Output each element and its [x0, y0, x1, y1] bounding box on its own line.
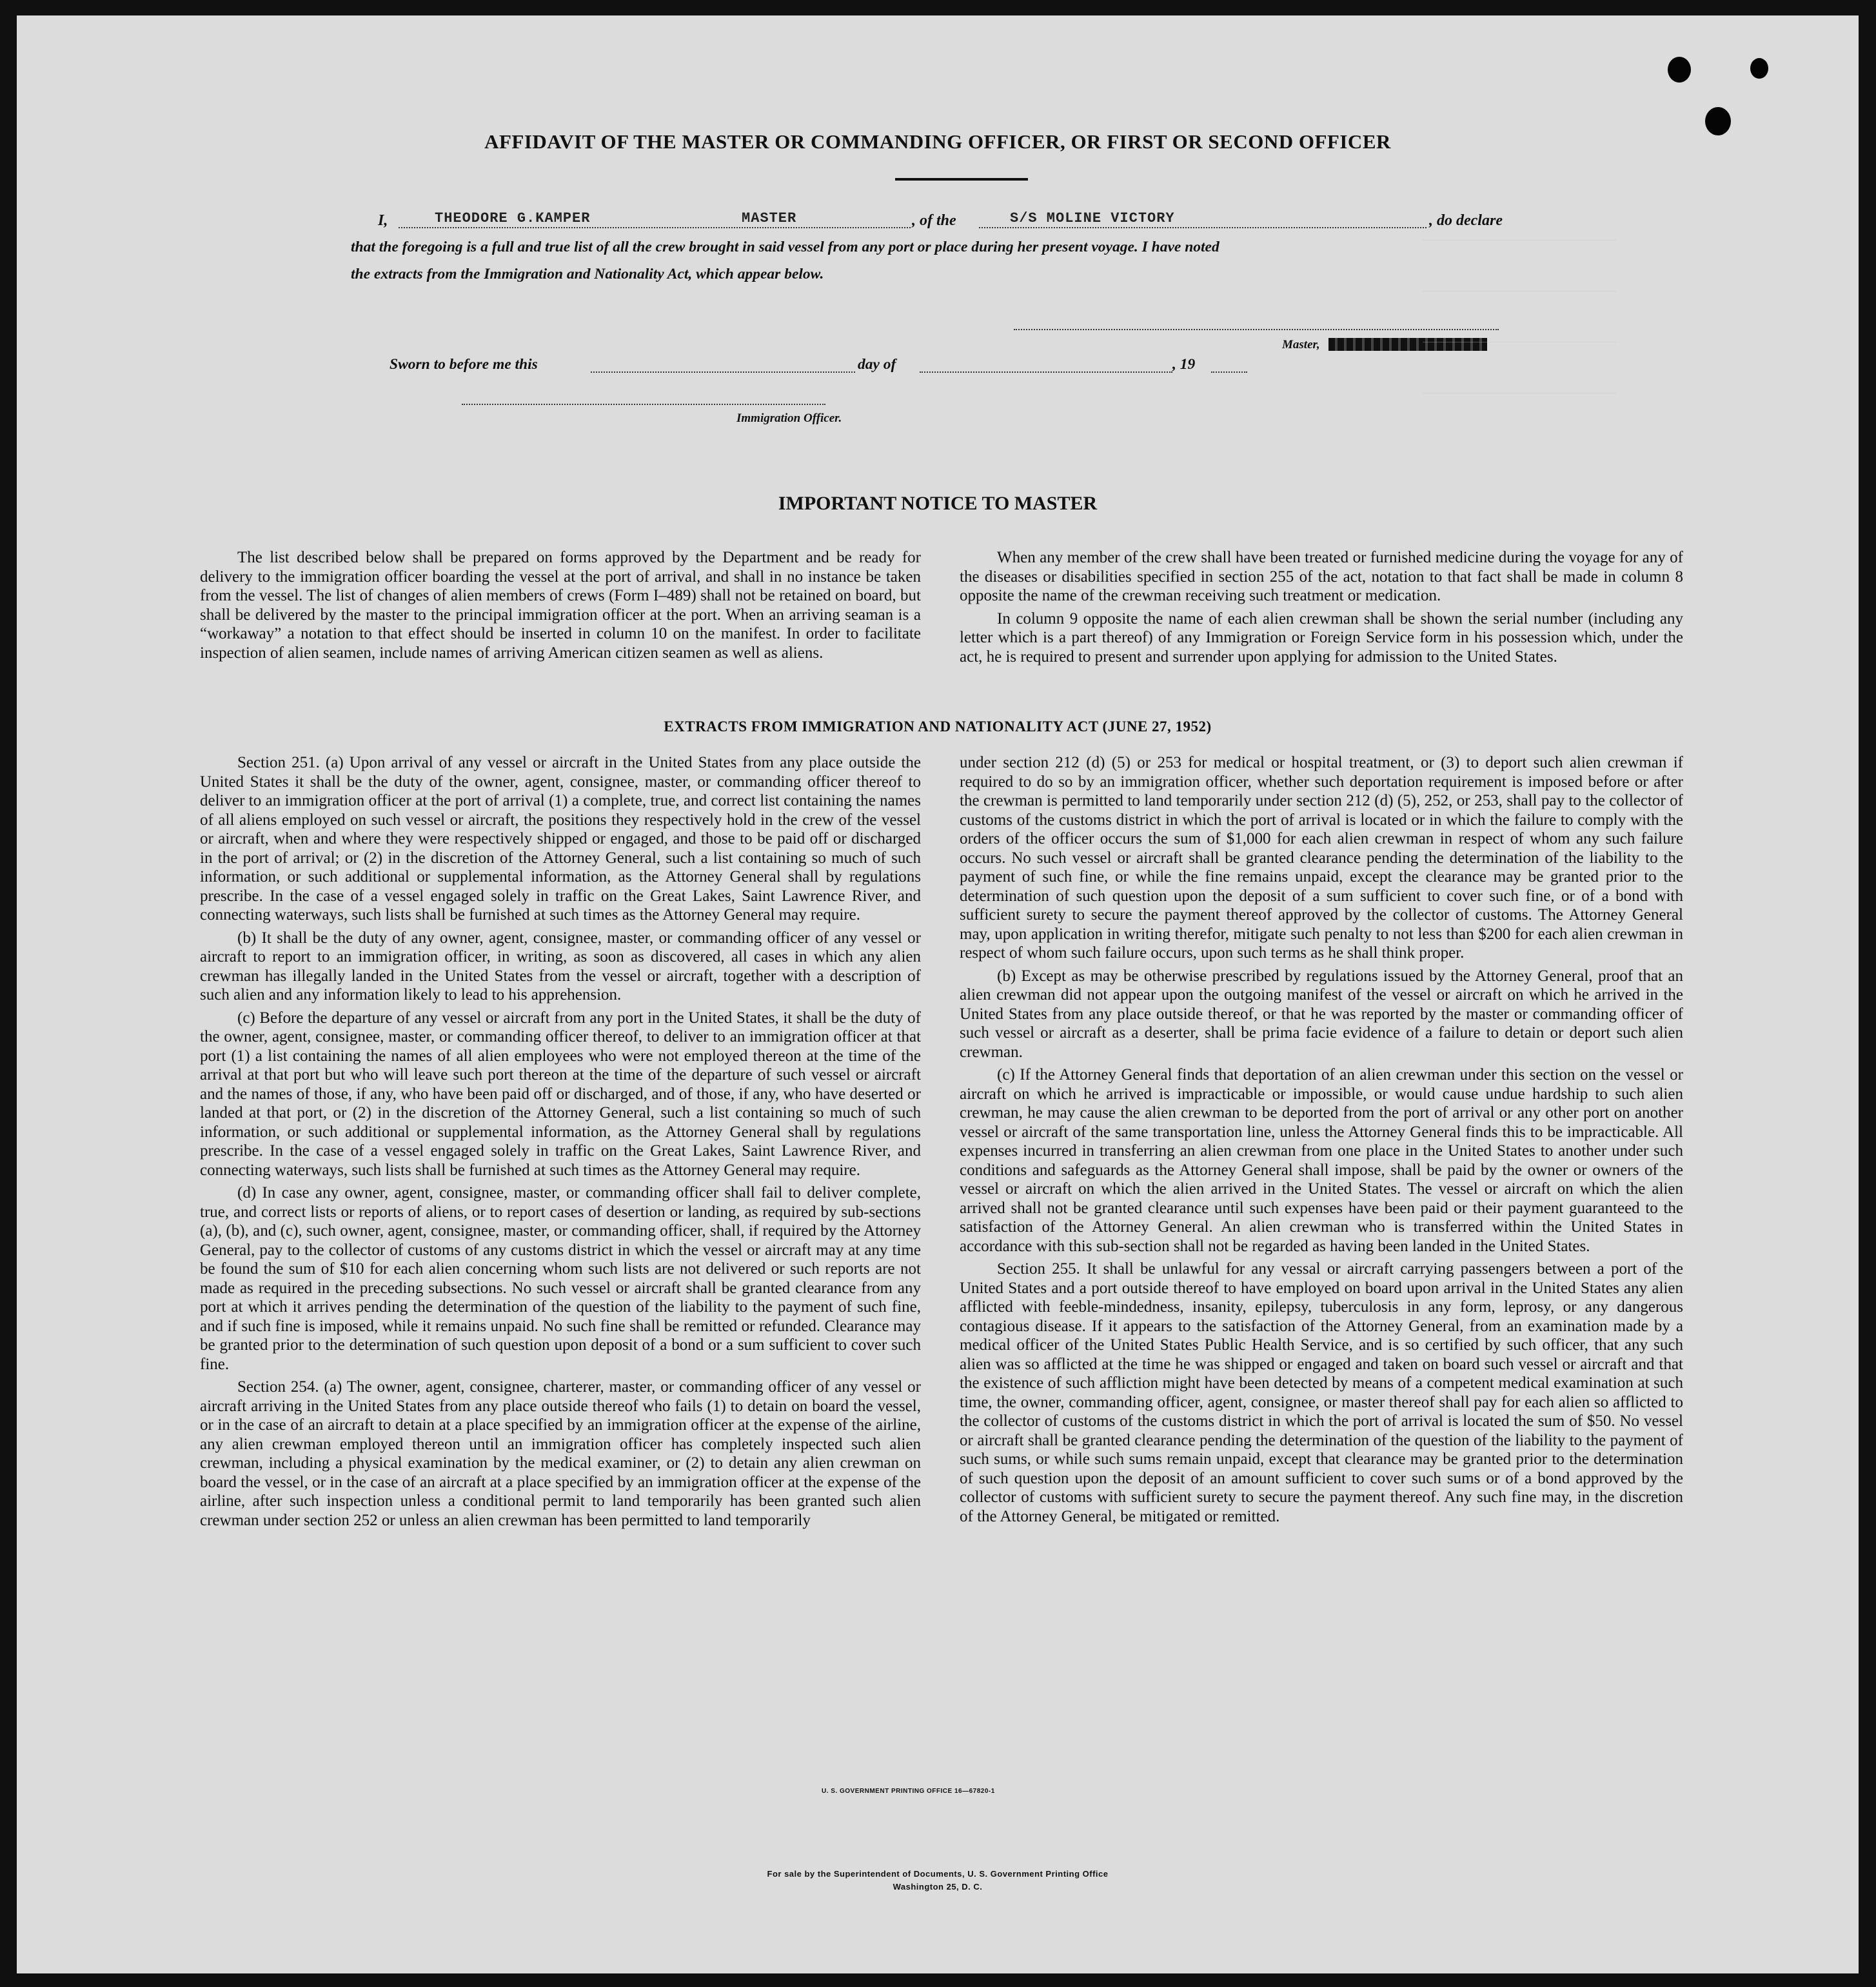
statement-line-1: that the foregoing is a full and true list of all the crew brought in said vessel from any port or place during her present voyage. I have noted — [351, 239, 1219, 255]
gpo-imprint: U. S. GOVERNMENT PRINTING OFFICE 16—67820-1 — [822, 1788, 995, 1795]
extract-paragraph: Section 251. (a) Upon arrival of any vessel or aircraft in the United States from any place outside the United States it shall be the duty of the owner, agent, consignee, master, or commanding officer thereof to deliver to an immigration officer at the port of arrival (1) a complete, true, and correct list containing the names of all aliens employed on such vessel or aircraft, the positions they respectively hold in the crew of the vessel or aircraft, when and where they were respectively shipped or engaged, and those to be paid off or discharged in the port of arrival; or (2) in the discretion of the Attorney General, such a list containing so much of such information, or such additional or supplemental information, as the Attorney General shall by regulations prescribe. In the case of a vessel engaged solely in traffic on the Great Lakes, Saint Lawrence River, and connecting waterways, such lists shall be furnished at such times as the Attorney General may require. — [200, 754, 921, 924]
extract-paragraph: under section 212 (d) (5) or 253 for medical or hospital treatment, or (3) to deport such alien crewman if required to do so by an immigration officer, whether such deportation requirement is imposed before or after the crewman is permitted to land temporarily under section 212 (d) (5), 252, or 253, shall pay to the collector of customs of the customs district in which the port of arrival is located or in which the failure to comply with the orders of the officer occurs the sum of $1,000 for each alien crewman in respect of whom any such failure occurs. No such vessel or aircraft shall be granted clearance pending the determination of the liability to the payment of such fine, or while the fine remains unpaid, except the clearance may be granted prior to the determination of such question upon the deposit of a sum sufficient to cover such fine, or of a bond with sufficient surety to secure the payment thereof approved by the collector of customs. The Attorney General may, upon application in writing therefor, mitigate such penalty to not less than $200 for each alien crewman in respect of whom such failure occurs, upon such terms as he shall think proper. — [960, 754, 1683, 962]
officer-signature-line — [462, 404, 825, 405]
notice-left-paragraph: The list described below shall be prepared on forms approved by the Department and be ready for delivery to the immigration officer boarding the vessel at the port of arrival, and shall in no instance be taken from the vessel. The list of changes of alien members of crews (Form I–489) shall not be retained on board, but shall be delivered by the master to the principal immigration officer at the port. When an arriving seaman is a “workaway” a notation to that effect should be inserted in column 10 on the manifest. In order to facilitate inspection of alien seamen, include names of arriving American citizen seamen as well as aliens. — [200, 549, 921, 662]
sworn-label: Sworn to before me this — [390, 356, 538, 373]
vessel-field-line — [979, 227, 1427, 228]
name-field: THEODORE G.KAMPER — [435, 210, 591, 226]
notice-right-paragraph-2: In column 9 opposite the name of each alien crewman shall be shown the serial number (including any letter which is a part thereof) of any Immigration or Foreign Service form in his possession which, under the act, he is required to present and surrender upon applying for admission to the United States. — [960, 609, 1683, 666]
name-field-line — [399, 227, 911, 228]
notice-title: IMPORTANT NOTICE TO MASTER — [778, 493, 1098, 514]
do-declare-label: , do declare — [1429, 212, 1503, 229]
extract-paragraph: (d) In case any owner, agent, consignee, master, or commanding officer shall fail to deliver complete, true, and correct lists or reports of aliens, or to report cases of desertion or landing, as required by sub-sections (a), (b), and (c), such owner, agent, consignee, master, or commanding officer, shall, if required by the Attorney General, pay to the collector of customs of any customs district in which the vessel or aircraft may at any time be found the sum of $10 for each alien concerning whom such lists are not delivered or such reports are not made as required in the preceding subsections. No such vessel or aircraft shall be granted clearance from any port at which it arrives pending the determination of the question of the liability to the payment of such fine, and if such fine is imposed, while it remains unpaid. No such fine shall be remitted or refunded. Clearance may be granted prior to the determination of such question upon deposit of a bond or a sum sufficient to cover such fine. — [200, 1184, 921, 1373]
notice-right-column — [960, 548, 1683, 670]
sale-line-2: Washington 25, D. C. — [893, 1882, 983, 1892]
document-sheet — [17, 15, 1859, 1973]
extract-paragraph: (b) Except as may be otherwise prescribed by regulations issued by the Attorney General, proof that an alien crewman did not appear upon the outgoing manifest of the vessel or aircraft on which he arrived in the United States from any place outside thereof, or that he was reported by the master or commanding officer of such vessel or aircraft as a deserter, shall be prima facie evidence of a failure to detain or deport such alien crewman. — [960, 967, 1683, 1061]
year-label: , 19 — [1172, 356, 1196, 373]
i-label: I, — [378, 212, 388, 229]
day-of-label: day of — [858, 356, 896, 373]
of-the-label: , of the — [912, 212, 956, 229]
extract-paragraph: (b) It shall be the duty of any owner, agent, consignee, master, or commanding officer of any vessel or aircraft to report to an immigration officer, in writing, as soon as discovered, all cases in which any alien crewman has illegally landed in the United States from the vessel or aircraft, together with a description of such alien and any information likely to lead to his apprehension. — [200, 929, 921, 1003]
extracts-left-column — [200, 753, 921, 1534]
master-label: Master, — [1282, 338, 1320, 351]
extract-paragraph: Section 255. It shall be unlawful for any vessal or aircraft carrying passengers between a port of the United States and a port outside thereof to have employed on board upon arrival in the United States any alien afflicted with feeble-mindedness, insanity, epilepsy, tuberculosis in any form, leprosy, or any dangerous contagious disease. If it appears to the satisfaction of the Attorney General, from an examination made by a medical officer of the United States Public Health Service, and is so certified by such officer, that any such alien was so afflicted at the time he was shipped or engaged and taken on board such vessel or aircraft and that the existence of such affliction might have been detected by means of a competent medical examination at such time, the owner, commanding officer, agent, consignee, or master thereof shall pay for each alien so afflicted to the collector of customs of the customs district in which the port of arrival is located the sum of $50. No vessel or aircraft shall be granted clearance pending the determination of the question of the liability to the payment of such sums, or while such sums remain unpaid, except that clearance may be granted prior to the determination of such question upon the deposit of an amount sufficient to cover such sums or of a bond approved by the collector of customs with sufficient surety to secure the payment thereof. Any such fine may, in the discretion of the Attorney General, be mitigated or remitted. — [960, 1260, 1683, 1525]
sworn-year-line — [1211, 371, 1247, 373]
extract-paragraph: (c) Before the departure of any vessel or aircraft from any port in the United States, it shall be the duty of the owner, agent, consignee, master, or commanding officer thereof, to deliver to an immigration officer at that port (1) a list containing the names of all alien employees who were not employed thereon at the time of the arrival at that port but who will leave such port thereon at the time of the departure of such vessel or aircraft and the names of those, if any, who have been paid off or discharged, and of those, if any, who have deserted or landed at that port, or (2) in the discretion of the Attorney General, such a list containing so much of such information, or such additional or supplemental information, as the Attorney General shall by regulations prescribe. In the case of a vessel engaged solely in traffic on the Great Lakes, Saint Lawrence River, and connecting waterways, such lists shall be furnished at such times as the Attorney General may require. — [200, 1009, 921, 1179]
vessel-field: S/S MOLINE VICTORY — [1010, 210, 1175, 226]
extract-paragraph: Section 254. (a) The owner, agent, consignee, charterer, master, or commanding officer of any vessel or aircraft arriving in the United States from any place outside thereof who fails (1) to detain on board the vessel, or in the case of an aircraft to detain at a place specified by an immigration officer at the expense of the airline, any alien crewman employed thereon until an immigration officer has completely inspected such alien crewman, including a physical examination by the medical examiner, or (2) to detain any alien crewman on board the vessel, or in the case of an aircraft at a place specified by an immigration officer at the expense of the airline, after such inspection unless a conditional permit to land temporarily has been granted such alien crewman under section 252 or unless an alien crewman has been permitted to land temporarily — [200, 1378, 921, 1529]
extracts-right-column — [960, 753, 1683, 1530]
sworn-day-line — [591, 371, 855, 373]
sale-line-1: For sale by the Superintendent of Documents, U. S. Government Printing Office — [767, 1869, 1109, 1879]
sworn-month-line — [920, 371, 1172, 373]
statement-line-2: the extracts from the Immigration and Nationality Act, which appear below. — [351, 266, 824, 282]
affidavit-title: AFFIDAVIT OF THE MASTER OR COMMANDING OFFICER, OR FIRST OR SECOND OFFICER — [484, 130, 1391, 153]
rank-field: MASTER — [742, 210, 797, 226]
notice-right-paragraph-1: When any member of the crew shall have been treated or furnished medicine during the voyage for any of the diseases or disabilities specified in section 255 of the act, notation to that fact shall be made in column 8 opposite the name of the crewman receiving such treatment or medication. — [960, 549, 1683, 604]
punch-hole-top — [1668, 57, 1691, 83]
title-rule — [895, 178, 1028, 181]
punch-hole-top-right — [1750, 58, 1768, 79]
officer-label: Immigration Officer. — [736, 411, 842, 425]
extracts-title: EXTRACTS FROM IMMIGRATION AND NATIONALITY ACT (JUNE 27, 1952) — [664, 718, 1212, 735]
notice-left-column — [200, 548, 921, 666]
extract-paragraph: (c) If the Attorney General finds that deportation of an alien crewman under this section on the vessel or aircraft on which he arrived is impracticable or impossible, or would cause undue hardship to such alien crewman, he may cause the alien crewman to be deported from the port of arrival or any other port on another vessel or aircraft of the same transportation line, unless the Attorney General finds this to be impracticable. All expenses incurred in transferring an alien crewman from one place in the United States to another under such conditions and safeguards as the Attorney General shall impose, shall be paid by the owner or owners of the vessel or aircraft on which the alien arrived in the United States. The vessel or aircraft on which the alien arrived shall not be granted clearance until such expenses have been paid or their payment guaranteed to the satisfaction of the Attorney General. An alien crewman who is transferred within the United States in accordance with this sub-section shall not be regarded as having been landed in the United States. — [960, 1066, 1683, 1255]
